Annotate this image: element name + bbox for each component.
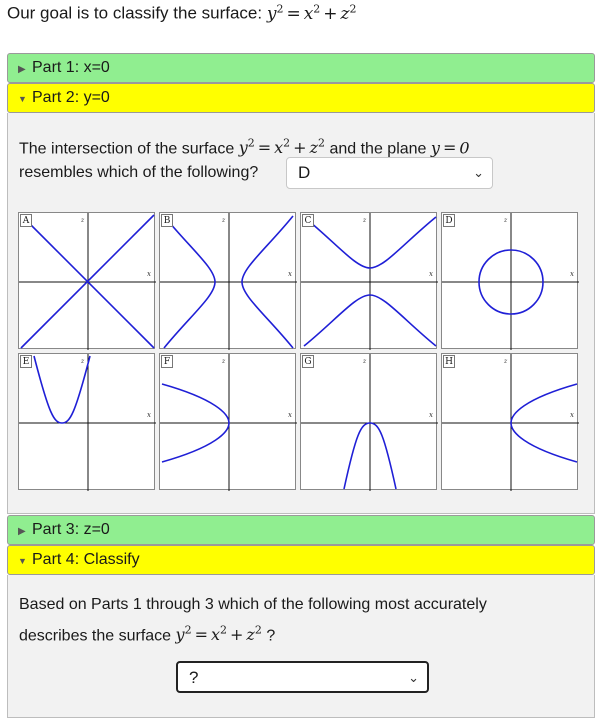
plot-option-g: [300, 353, 437, 490]
z-axis-label: z: [81, 358, 85, 365]
z-axis-label: z: [363, 217, 367, 224]
plot-option-c: [300, 212, 437, 349]
plot-graph: [301, 354, 438, 491]
curve-parabola-up: [34, 356, 90, 423]
part-3-header[interactable]: [7, 515, 595, 545]
surface-equation: $y^2 = x^2 + z^2$: [266, 2, 357, 24]
plot-graph: [442, 354, 579, 491]
plot-option-d: [441, 212, 578, 349]
plot-option-label: A: [20, 214, 32, 227]
x-axis-label: x: [147, 411, 151, 419]
z-axis-label: z: [222, 358, 226, 365]
part-4-header[interactable]: [7, 545, 595, 575]
plot-option-f: [159, 353, 296, 490]
part-2-header[interactable]: [7, 83, 595, 113]
collapse-triangle-icon: ▼: [18, 94, 27, 104]
goal-text: [7, 2, 357, 24]
part-1-label: Part 1: x=0: [32, 59, 110, 76]
x-axis-label: x: [429, 270, 433, 278]
plot-graph: [442, 213, 579, 350]
x-axis-label: x: [147, 270, 151, 278]
part-2-selected-value: D: [298, 163, 311, 182]
plot-graph: [301, 213, 438, 350]
x-axis-label: x: [570, 411, 574, 419]
z-axis-label: z: [222, 217, 226, 224]
part-4-label: Part 4: Classify: [32, 551, 140, 568]
part-2-question-line1: The intersection of the surface $y^2 = x^2 + z^2$ and the plane y = 0: [19, 137, 470, 158]
part-4-question-line2: describes the surface $y^2 = x^2 + z^2$ ?: [19, 624, 276, 645]
z-axis-label: z: [504, 358, 508, 365]
z-axis-label: z: [504, 217, 508, 224]
goal-label: Our goal is to classify the surface:: [7, 3, 263, 23]
part-2-answer-select[interactable]: [286, 157, 493, 189]
part-4-panel: [7, 575, 595, 718]
part-3-label: Part 3: z=0: [32, 521, 110, 538]
plot-option-label: F: [161, 355, 173, 368]
plot-option-label: B: [161, 214, 173, 227]
plot-option-label: G: [302, 355, 314, 368]
plot-option-a: [18, 212, 155, 349]
part-4-selected-value: ?: [189, 668, 199, 687]
part-1-header[interactable]: [7, 53, 595, 83]
plot-graph: [160, 213, 297, 350]
z-axis-label: z: [81, 217, 85, 224]
plot-graph: [19, 354, 156, 491]
x-axis-label: x: [429, 411, 433, 419]
x-axis-label: x: [570, 270, 574, 278]
plot-option-label: C: [302, 214, 314, 227]
x-axis-label: x: [288, 411, 292, 419]
x-axis-label: x: [288, 270, 292, 278]
plot-option-label: D: [443, 214, 455, 227]
part-2-question-line2: resembles which of the following?: [19, 164, 259, 181]
plot-option-h: [441, 353, 578, 490]
chevron-down-icon: ⌄: [408, 670, 419, 685]
expand-triangle-icon: ▶: [18, 64, 26, 75]
plot-option-b: [159, 212, 296, 349]
plot-option-label: H: [443, 355, 455, 368]
chevron-down-icon: ⌄: [473, 165, 484, 180]
expand-triangle-icon: ▶: [18, 526, 26, 537]
plot-graph: [19, 213, 156, 350]
collapse-triangle-icon: ▼: [18, 556, 27, 566]
part-2-label: Part 2: y=0: [32, 89, 110, 106]
plot-graph: [160, 354, 297, 491]
part-4-question-line1: Based on Parts 1 through 3 which of the following most accurately: [19, 596, 487, 613]
z-axis-label: z: [363, 358, 367, 365]
plot-option-e: [18, 353, 155, 490]
plot-option-label: E: [20, 355, 32, 368]
part-4-answer-select[interactable]: [176, 661, 429, 693]
